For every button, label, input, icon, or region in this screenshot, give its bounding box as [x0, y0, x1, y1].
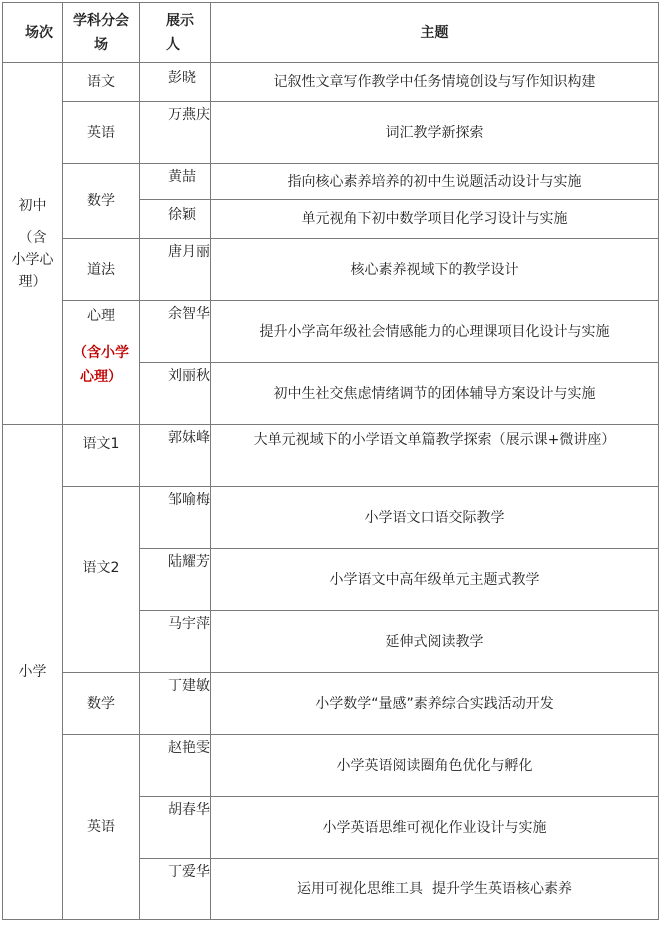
subject-cell: 英语 — [63, 735, 140, 920]
topic-cell: 小学语文口语交际教学 — [211, 487, 659, 549]
venue-cell-junior — [3, 63, 63, 425]
topic-cell: 小学英语思维可视化作业设计与实施 — [211, 797, 659, 859]
presenter-cell: 郭妹峰 — [140, 425, 211, 487]
header-row — [3, 3, 659, 63]
topic-cell: 提升小学高年级社会情感能力的心理课项目化设计与实施 — [211, 301, 659, 363]
presenter-cell: 陆耀芳 — [140, 549, 211, 611]
topic-cell: 小学数学“量感”素养综合实践活动开发 — [211, 673, 659, 735]
presenter-cell: 邹喻梅 — [140, 487, 211, 549]
table-row — [3, 239, 659, 301]
topic-cell: 初中生社交焦虑情绪调节的团体辅导方案设计与实施 — [211, 363, 659, 425]
subject-cell: 数学 — [63, 673, 140, 735]
presenter-cell: 丁建敏 — [140, 673, 211, 735]
venue-line: （含 — [18, 229, 47, 246]
topic-cell: 运用可视化思维工具 提升学生英语核心素养 — [211, 859, 659, 920]
subject-label: 心理 — [87, 308, 115, 324]
presenter-cell: 唐月丽 — [140, 239, 211, 301]
subject-cell: 道法 — [63, 239, 140, 301]
table-row — [3, 102, 659, 164]
schedule-table — [2, 2, 659, 920]
subject-note: （含小学心理） — [73, 345, 129, 385]
presenter-cell: 万燕庆 — [140, 102, 211, 164]
subject-cell-psychology — [63, 301, 140, 425]
topic-cell: 小学英语阅读圈角色优化与孵化 — [211, 735, 659, 797]
topic-cell: 词汇教学新探索 — [211, 102, 659, 164]
topic-cell: 单元视角下初中数学项目化学习设计与实施 — [211, 200, 659, 239]
subject-cell: 语文 — [63, 63, 140, 102]
presenter-cell: 赵艳雯 — [140, 735, 211, 797]
presenter-cell: 徐颖 — [140, 200, 211, 239]
header-topic: 主题 — [211, 3, 659, 63]
venue-line: 小学心 — [11, 251, 54, 268]
header-venue: 场次 — [3, 3, 63, 63]
topic-cell: 记叙性文章写作教学中任务情境创设与写作知识构建 — [211, 63, 659, 102]
subject-cell: 数学 — [63, 164, 140, 239]
topic-cell: 小学语文中高年级单元主题式教学 — [211, 549, 659, 611]
presenter-cell: 胡春华 — [140, 797, 211, 859]
table-row — [3, 487, 659, 549]
table-row — [3, 425, 659, 487]
topic-cell: 核心素养视域下的教学设计 — [211, 239, 659, 301]
venue-line: 理） — [18, 273, 47, 290]
subject-cell: 语文2 — [63, 487, 140, 673]
table-row — [3, 63, 659, 102]
presenter-cell: 刘丽秋 — [140, 363, 211, 425]
presenter-cell: 丁爱华 — [140, 859, 211, 920]
venue-cell-primary: 小学 — [3, 425, 63, 920]
presenter-cell: 黄喆 — [140, 164, 211, 200]
presenter-cell: 余智华 — [140, 301, 211, 363]
topic-cell: 延伸式阅读教学 — [211, 611, 659, 673]
subject-cell: 语文1 — [63, 425, 140, 487]
topic-cell: 指向核心素养培养的初中生说题活动设计与实施 — [211, 164, 659, 200]
presenter-cell: 彭晓 — [140, 63, 211, 102]
table-row — [3, 735, 659, 797]
venue-line: 初中 — [18, 197, 47, 214]
table-row — [3, 301, 659, 363]
header-subject: 学科分会场 — [63, 3, 140, 63]
table-row — [3, 164, 659, 200]
subject-cell: 英语 — [63, 102, 140, 164]
topic-cell: 大单元视域下的小学语文单篇教学探索（展示课+微讲座） — [211, 425, 659, 487]
table-row — [3, 673, 659, 735]
presenter-cell: 马宇萍 — [140, 611, 211, 673]
header-presenter: 展示人 — [140, 3, 211, 63]
